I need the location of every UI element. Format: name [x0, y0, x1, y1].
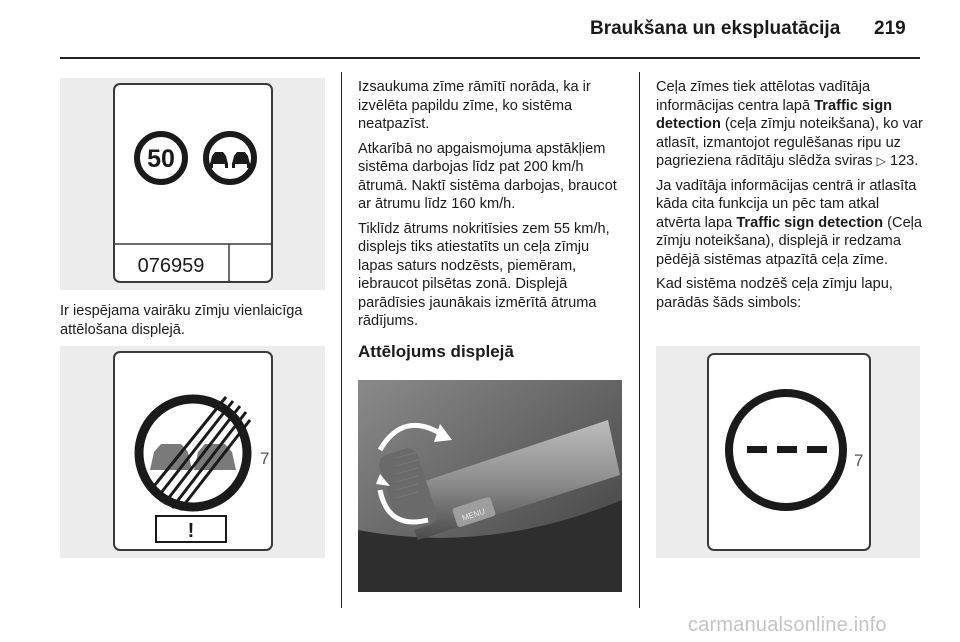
reset-paragraph: Tiklīdz ātrums nokritīsies zem 55 km/h, displejs tiks atiestatīts un ceļa zīmju lapas saturs nodzēsts, piemēram, iebraucot pilsētas zonā. Displejā parādīsies jaunākais izmērītā ātruma rādījums. [358, 220, 610, 329]
page-reference: 123. [889, 153, 919, 169]
running-header-title: Braukšana un ekspluatācija [590, 18, 841, 39]
figure-footnote-marker: 7 [260, 449, 270, 468]
right-column-text [656, 78, 924, 318]
exclamation-paragraph: Izsaukuma zīme rāmītī norāda, ka ir izvēlēta papildu zīme, ko sistēma neatpazīst. [358, 79, 591, 132]
section-heading: Attēlojums displejā [358, 341, 514, 361]
figure-footnote-marker: 7 [854, 451, 864, 470]
sign-code: 076959 [137, 255, 205, 277]
speed-limit-value: 50 [147, 145, 175, 173]
column-divider-left [341, 72, 342, 608]
cleared-symbol-paragraph: Kad sistēma nodzēš ceļa zīmju lapu, parādās šāds simbols: [656, 276, 893, 311]
left-column-text [60, 302, 335, 345]
no-sign-dashed-circle-icon [729, 393, 843, 507]
exclamation-mark: ! [187, 520, 195, 542]
speed-range-paragraph: Atkarībā no apgaismojuma apstākļiem sistēma darbojas līdz pat 200 km/h ātrumā. Naktī sistēma darbojas, braucot ar ātrumu līdz 160 km/h. [358, 140, 617, 212]
middle-column-text [358, 78, 628, 369]
additional-sign-illustration [60, 346, 325, 558]
figure-turn-signal-stalk [358, 380, 622, 592]
no-overtaking-sign-icon [206, 134, 254, 182]
figure-cleared-page-symbol [656, 346, 920, 558]
traffic-sign-detection-term-2: Traffic sign detection [736, 214, 884, 231]
multiple-signs-paragraph: Ir iespējama vairāku zīmju vienlaicīga attēlošana displejā. [60, 303, 303, 338]
cleared-symbol-illustration [656, 346, 920, 558]
header-rule [60, 57, 920, 59]
stalk-illustration [358, 380, 622, 592]
menu-button-label: MENU [461, 506, 487, 523]
display-paragraph: Ceļa zīmes tiek attēlotas vadītāja informācijas centra lapā Traffic sign detection (ceļa zīmju noteikšana), ko var atlasīt, izmantojot regulēšanas ripu uz pagrieziena rādītāju slēdža sviras ▷ 123. [656, 79, 923, 169]
end-of-no-overtaking-sign-icon [139, 397, 250, 510]
figure-speed-limit-display [60, 78, 325, 290]
speed-limit-illustration [60, 78, 325, 290]
figure-additional-sign-display [60, 346, 325, 558]
column-divider-right [639, 72, 640, 608]
page-number: 219 [874, 18, 906, 39]
page-reference-arrow-icon: ▷ [876, 154, 886, 168]
reopen-paragraph: Ja vadītāja informācijas centrā ir atlasīta kāda cita funkcija un pēc tam atkal atvērta lapa Traffic sign detection (Ceļa zīmju noteikšana), displejā ir redzama pēdējā sistēmas atpazītā ceļa zīme. [656, 177, 923, 268]
traffic-sign-detection-term: Traffic sign detection [656, 97, 893, 132]
watermark: carmanualsonline.info [688, 614, 887, 636]
